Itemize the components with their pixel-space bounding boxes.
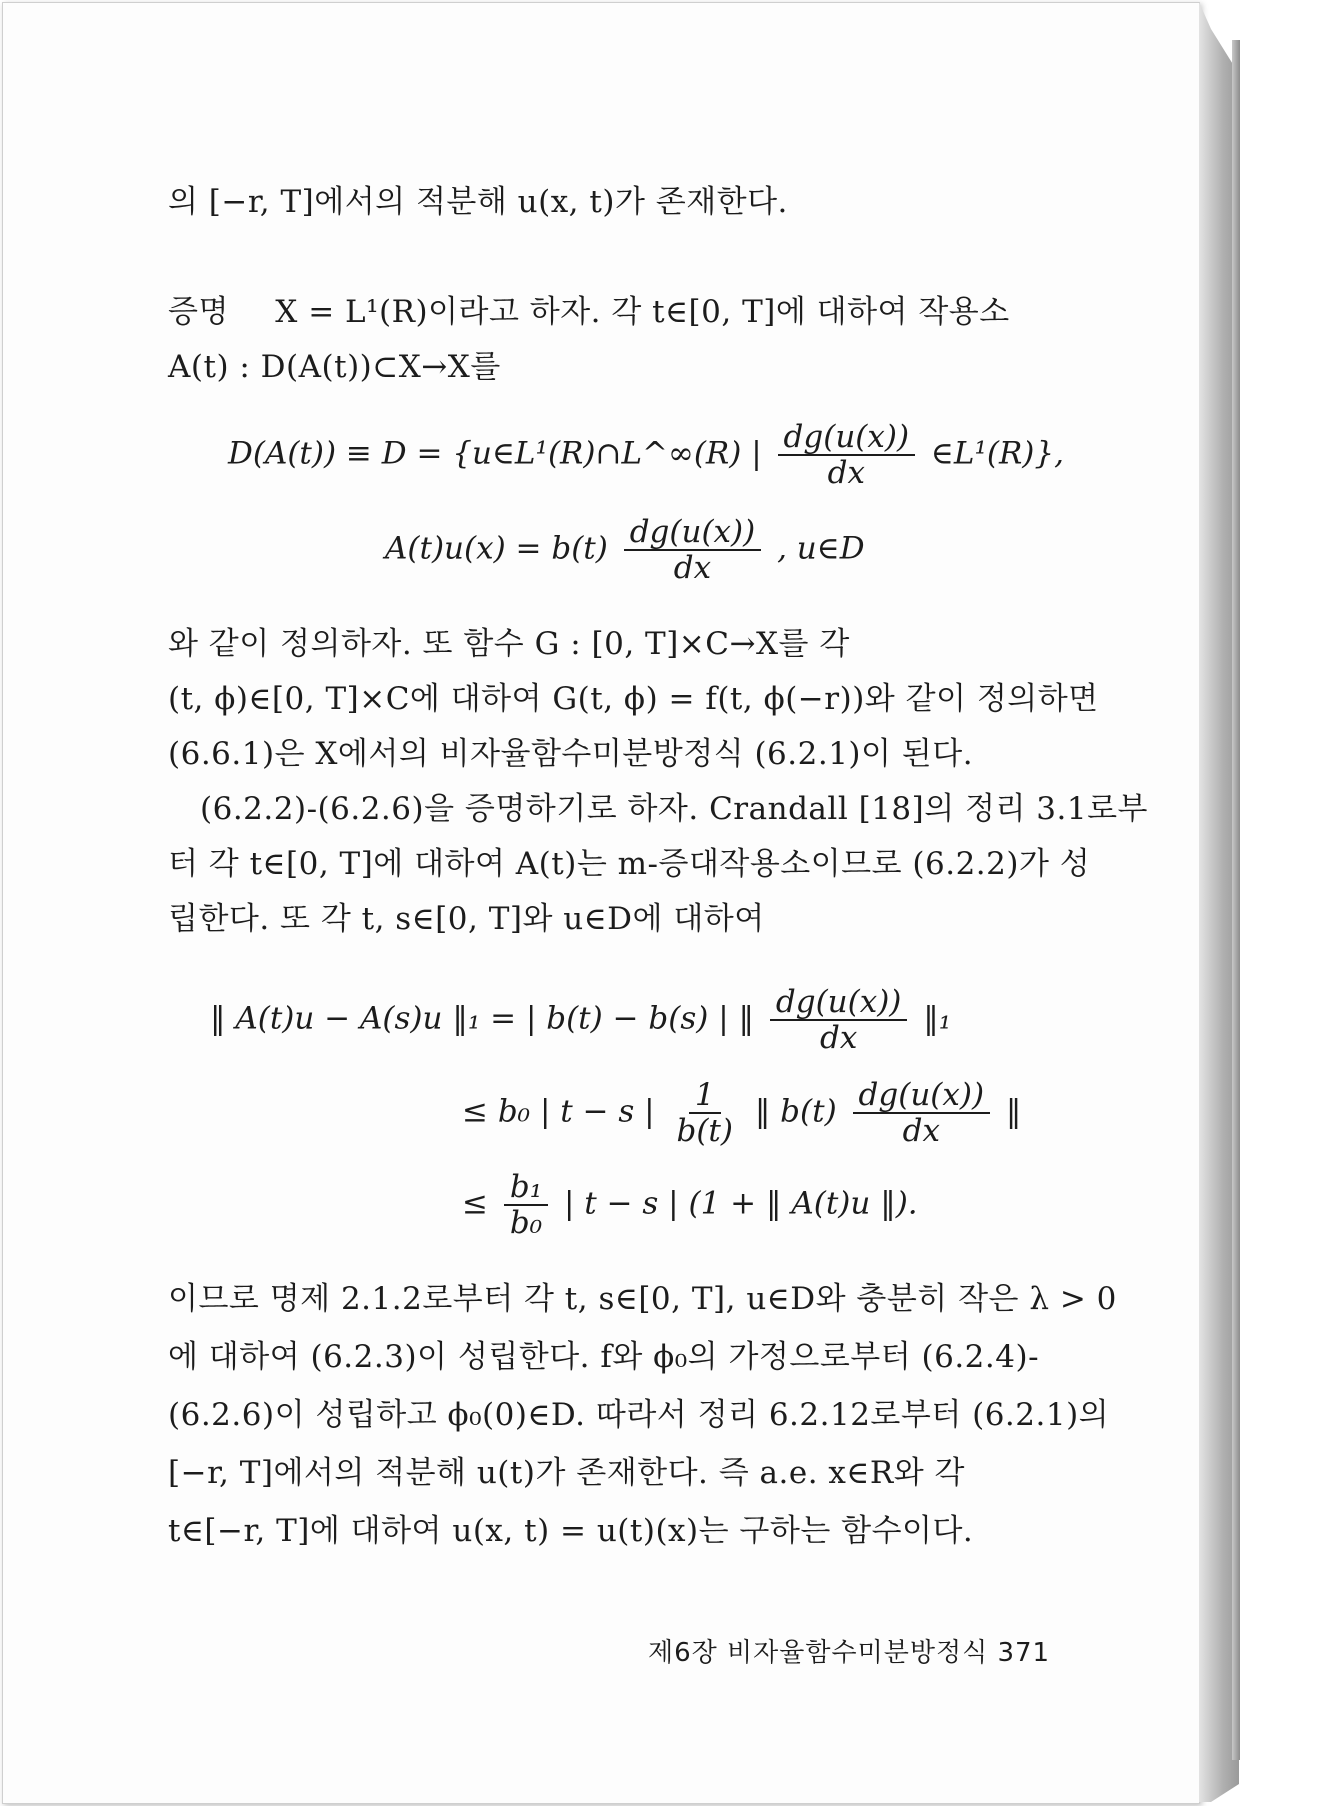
eq3-left: ‖ A(t)u − A(s)u ‖₁ = | b(t) − b(s) | ‖ bbox=[210, 1000, 755, 1037]
eq4-fraction-1 bbox=[670, 1078, 739, 1148]
equation-operator bbox=[385, 515, 865, 585]
eq5-denominator: b₀ bbox=[509, 1205, 543, 1241]
proof-line-2: A(t) : D(A(t))⊂X→X를 bbox=[168, 349, 501, 385]
eq2-numerator: dg(u(x)) bbox=[624, 515, 762, 551]
para2-line-1: 와 같이 정의하자. 또 함수 G : [0, T]×C→X를 각 bbox=[168, 626, 850, 662]
para2-line-2: (t, ϕ)∈[0, T]×C에 대하여 G(t, ϕ) = f(t, ϕ(−r))와 같이 정의하면 bbox=[168, 681, 1099, 717]
eq4-fraction-1-denominator: b(t) bbox=[676, 1113, 733, 1149]
eq2-denominator: dx bbox=[673, 550, 712, 586]
para4-line-1: 이므로 명제 2.1.2로부터 각 t, s∈[0, T], u∈D와 충분히 작은 λ > 0 bbox=[168, 1281, 1117, 1317]
eq1-denominator: dx bbox=[827, 455, 865, 491]
equation-domain bbox=[228, 420, 1064, 490]
eq4-mid: ‖ b(t) bbox=[754, 1093, 837, 1130]
eq1-numerator: dg(u(x)) bbox=[778, 420, 916, 456]
para4-line-2: 에 대하여 (6.2.3)이 성립한다. f와 ϕ₀의 가정으로부터 (6.2.4)- bbox=[168, 1339, 1040, 1375]
proof-line-1 bbox=[168, 290, 1048, 334]
eq2-right: , u∈D bbox=[777, 530, 865, 567]
para3-line-3: 립한다. 또 각 t, s∈[0, T]와 u∈D에 대하여 bbox=[168, 901, 765, 937]
eq3-right: ‖₁ bbox=[923, 1000, 952, 1037]
para3-line-2: 터 각 t∈[0, T]에 대하여 A(t)는 m-증대작용소이므로 (6.2.2)가 성 bbox=[168, 846, 1091, 882]
eq2-fraction bbox=[624, 515, 762, 585]
para2-line-3: (6.6.1)은 X에서의 비자율함수미분방정식 (6.2.1)이 된다. bbox=[168, 736, 974, 772]
equation-estimate-3 bbox=[462, 1170, 918, 1240]
para4-line-5: t∈[−r, T]에 대하여 u(x, t) = u(t)(x)는 구하는 함수이다. bbox=[168, 1513, 974, 1549]
eq1-fraction bbox=[778, 420, 916, 490]
eq1-right: ∈L¹(R)}, bbox=[930, 435, 1064, 472]
eq4-fraction-2-numerator: dg(u(x)) bbox=[853, 1078, 991, 1114]
eq4-fraction-2 bbox=[853, 1078, 991, 1148]
para3-line-1: (6.2.2)-(6.2.6)을 증명하기로 하자. Crandall [18]의 정리 3.1로부 bbox=[200, 791, 1148, 827]
equation-estimate-1 bbox=[210, 985, 951, 1055]
proof-label: 증명 bbox=[168, 294, 229, 330]
eq1-left: D(A(t)) ≡ D = {u∈L¹(R)∩L^∞(R) | bbox=[228, 435, 762, 472]
page-stack-shadow bbox=[1232, 40, 1240, 1760]
para4-line-3: (6.2.6)이 성립하고 ϕ₀(0)∈D. 따라서 정리 6.2.12로부터 (6.2.1)의 bbox=[168, 1397, 1110, 1433]
eq4-left: ≤ b₀ | t − s | bbox=[462, 1093, 655, 1130]
eq2-left: A(t)u(x) = b(t) bbox=[385, 530, 608, 567]
equation-estimate-2 bbox=[462, 1078, 1021, 1148]
eq3-numerator: dg(u(x)) bbox=[770, 985, 908, 1021]
proof-line-1-text: X = L¹(R)이라고 하자. 각 t∈[0, T]에 대하여 작용소 bbox=[275, 294, 1010, 330]
line-1: 의 [−r, T]에서의 적분해 u(x, t)가 존재한다. bbox=[168, 184, 788, 220]
eq3-fraction bbox=[770, 985, 908, 1055]
eq5-numerator: b₁ bbox=[504, 1170, 548, 1206]
eq4-fraction-2-denominator: dx bbox=[902, 1113, 940, 1149]
page-footer: 제6장 비자율함수미분방정식 371 bbox=[648, 1638, 1051, 1668]
eq3-denominator: dx bbox=[819, 1020, 858, 1056]
eq5-right: | t − s | (1 + ‖ A(t)u ‖). bbox=[563, 1185, 918, 1222]
para4-line-4: [−r, T]에서의 적분해 u(t)가 존재한다. 즉 a.e. x∈R와 각 bbox=[168, 1455, 965, 1491]
eq5-fraction bbox=[504, 1170, 548, 1240]
eq4-fraction-1-numerator: 1 bbox=[689, 1078, 721, 1114]
eq4-right: ‖ bbox=[1005, 1093, 1022, 1130]
eq5-left: ≤ bbox=[462, 1185, 488, 1222]
